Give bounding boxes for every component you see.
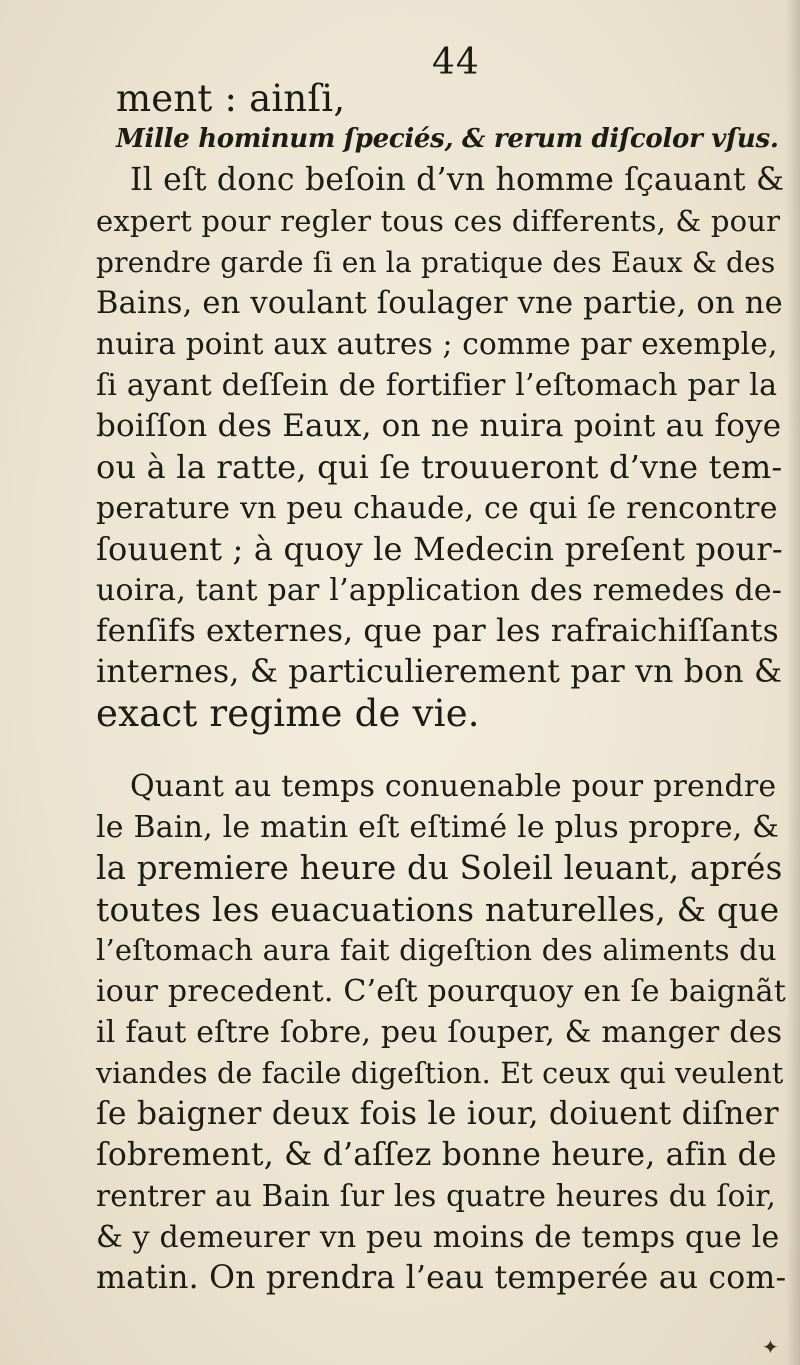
text-line: il faut eſtre ſobre, peu ſouper, & manger des [96, 1015, 783, 1050]
text-line: perature vn peu chaude, ce qui ſe rencontre [96, 491, 778, 526]
text-line: ou à la ratte, qui ſe trouueront d’vne tem- [96, 448, 783, 486]
paragraph-first-line: Quant au temps conuenable pour prendre [130, 769, 777, 804]
text-line: ſobrement, & d’aſſez bonne heure, afin de [96, 1137, 777, 1173]
text-line: ment : ainſi, [116, 77, 346, 120]
text-line: la premiere heure du Soleil leuant, aprés [96, 849, 783, 887]
text-line: Bains, en voulant ſoulager vne partie, on ne [96, 286, 783, 321]
paragraph-gap [96, 734, 786, 766]
text-line: nuira point aux autres ; comme par exemple, [96, 327, 778, 361]
latin-quote-line: Mille hominum ſpeciés, & rerum diſcolor vſus. [116, 124, 779, 154]
text-line: & y demeurer vn peu moins de temps que le [96, 1220, 780, 1255]
paragraph-first-line: Il eſt donc beſoin d’vn homme ſçauant & [130, 162, 785, 198]
ink-smudge-icon: ✦ [762, 1335, 779, 1359]
text-line: matin. On prendra l’eau temperée au com- [96, 1260, 787, 1296]
text-line: ſe baigner deux fois le iour, doiuent diſner [96, 1096, 779, 1132]
text-line: rentrer au Bain ſur les quatre heures du ſoir, [96, 1179, 776, 1213]
text-line: l’eſtomach aura fait digeſtion des aliments du [96, 933, 777, 967]
text-line: iour precedent. C’eſt pourquoy en ſe baignãt [96, 974, 787, 1009]
text-line: prendre garde ſi en la pratique des Eaux & des [96, 246, 776, 279]
text-line: ſi ayant deſſein de fortifier l’eſtomach par la [96, 368, 778, 403]
text-line: boiſſon des Eaux, on ne nuira point au foye [96, 408, 782, 444]
text-line: exact regime de vie. [96, 692, 480, 735]
body-text [96, 78, 786, 1299]
text-line: expert pour regler tous ces differents, & pour [96, 204, 781, 238]
text-line: internes, & particulierement par vn bon & [96, 654, 783, 690]
page-number: 44 [432, 42, 480, 83]
text-line: toutes les euacuations naturelles, & que [96, 890, 780, 929]
page-edge-shadow [786, 0, 800, 1365]
text-line: viandes de facile digeſtion. Et ceux qui veulent [96, 1057, 784, 1090]
text-line: ſouuent ; à quoy le Medecin preſent pour- [96, 530, 783, 568]
text-line: uoira, tant par l’application des remedes de- [96, 573, 783, 608]
text-line: le Bain, le matin eſt eſtimé le plus propre, & [96, 810, 780, 845]
text-line: fenſifs externes, que par les rafraichiſſants [96, 613, 779, 649]
